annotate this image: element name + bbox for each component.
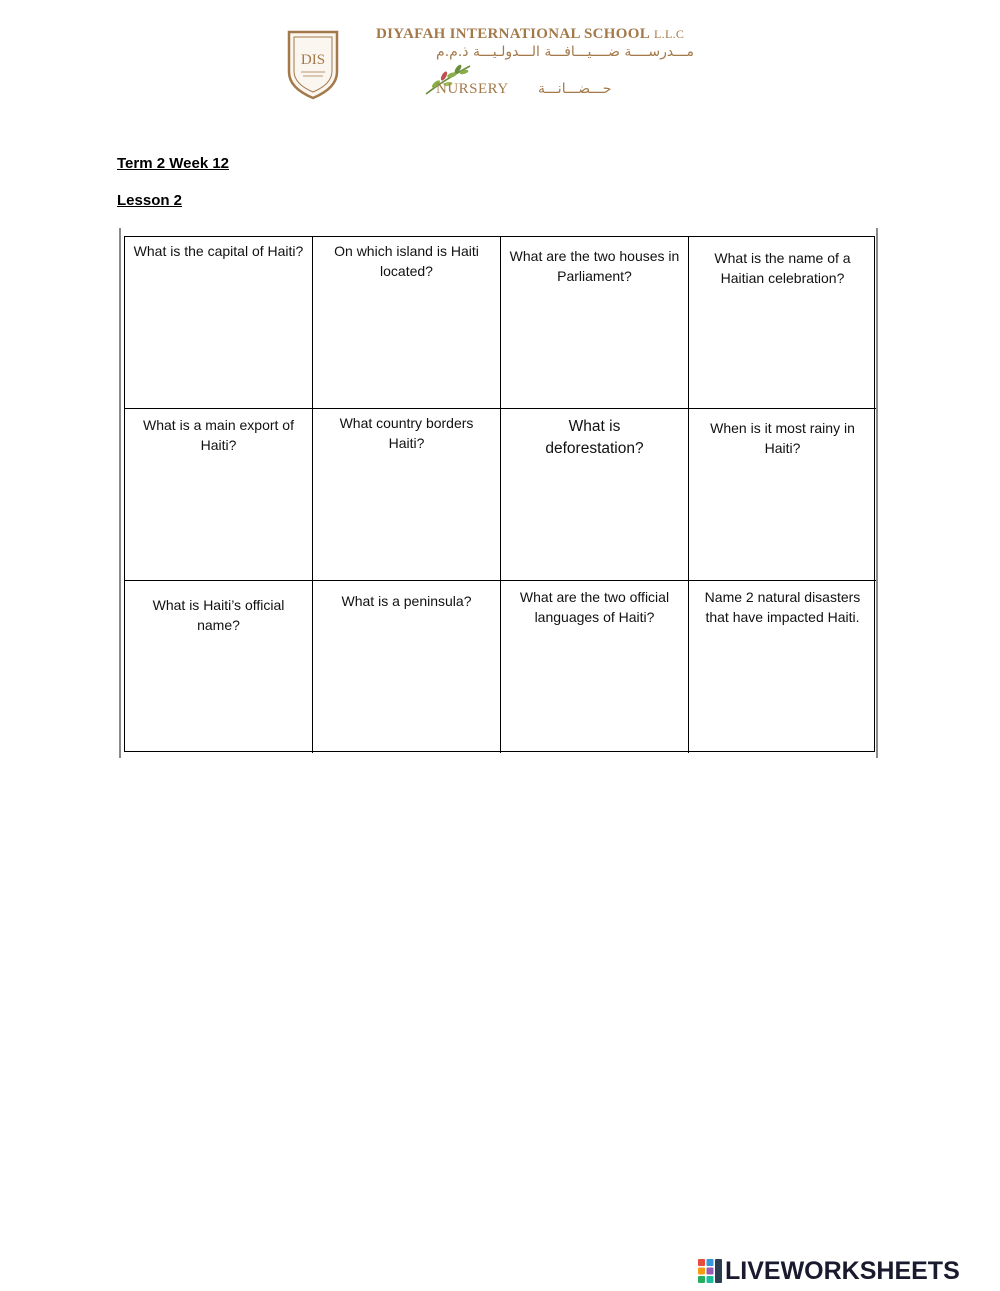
nursery-label: NURSERY <box>436 81 509 97</box>
question-cell[interactable] <box>689 409 876 581</box>
question-text: What is a peninsula? <box>341 593 472 609</box>
liveworksheets-brand: LIVEWORKSHEETS <box>725 1256 960 1285</box>
question-cell[interactable] <box>689 237 876 409</box>
school-crest-icon <box>285 28 341 100</box>
question-text: What country borders Haiti? <box>339 415 474 451</box>
lesson-heading: Lesson 2 <box>117 192 183 209</box>
question-text: What is the capital of Haiti? <box>133 243 304 259</box>
school-name-text: DIYAFAH INTERNATIONAL SCHOOL <box>376 26 651 42</box>
question-cell[interactable] <box>689 581 876 753</box>
question-cell[interactable] <box>313 409 501 581</box>
question-cell[interactable] <box>125 409 313 581</box>
school-name-arabic: مـــدرســــة ضــــيـــافـــة الـــدولـيـــة ذ.م.م <box>436 44 694 60</box>
frame-border-right <box>876 228 878 758</box>
question-text: On which island is Haiti located? <box>334 243 479 279</box>
liveworksheets-logo[interactable] <box>698 1256 960 1286</box>
question-text: What is Haiti’s official name? <box>152 597 285 633</box>
nursery-row <box>418 62 628 102</box>
nursery-label-arabic: حـــضـــانـــة <box>538 81 612 97</box>
question-cell[interactable] <box>313 237 501 409</box>
crest-text: DIS <box>300 52 326 68</box>
question-cell[interactable] <box>125 237 313 409</box>
term-heading: Term 2 Week 12 <box>117 155 230 172</box>
question-cell[interactable] <box>501 409 689 581</box>
question-text: What is deforestation? <box>545 418 644 457</box>
question-cell[interactable] <box>501 237 689 409</box>
frame-border-left <box>119 228 121 758</box>
liveworksheets-blocks-icon <box>698 1259 722 1283</box>
question-text: What are the two official languages of Haiti? <box>519 589 670 625</box>
school-suffix: L.L.C <box>654 27 685 41</box>
question-cell[interactable] <box>501 581 689 753</box>
question-cell[interactable] <box>125 581 313 753</box>
school-name <box>376 26 684 43</box>
question-text: Name 2 natural disasters that have impacted Haiti. <box>704 589 861 625</box>
school-header <box>0 0 1000 110</box>
question-cell[interactable] <box>313 581 501 753</box>
question-grid <box>124 236 875 752</box>
question-text: What is the name of a Haitian celebration? <box>714 250 851 286</box>
question-text: What are the two houses in Parliament? <box>509 248 680 284</box>
question-text: When is it most rainy in Haiti? <box>710 420 855 456</box>
question-text: What is a main export of Haiti? <box>143 417 294 453</box>
